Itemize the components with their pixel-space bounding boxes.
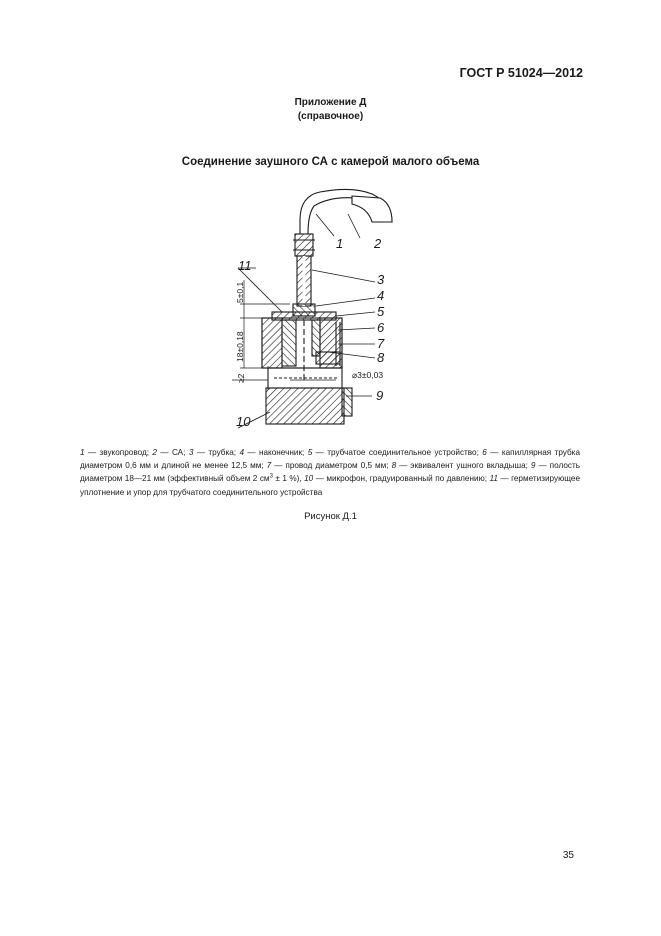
figure-caption: Рисунок Д.1: [304, 511, 357, 522]
dimension-5: 5±0,1: [235, 281, 245, 303]
coupler-body-left: [262, 318, 282, 368]
appendix-title: Приложение Д: [294, 97, 367, 108]
figure-title: Соединение заушного СА с камерой малого объема: [181, 156, 480, 168]
tube-connector: [295, 234, 313, 256]
dimension-diameter-3: ⌀3±0,03: [352, 370, 384, 380]
callout-8: 8: [377, 350, 385, 365]
callout-4: 4: [377, 288, 385, 303]
legend-item-3: 3 — трубка;: [188, 448, 240, 457]
callout-10: 10: [236, 414, 251, 429]
legend-item-6: 6 — капиллярная трубка диаметром 0,6 мм и длиной не менее 12,5 мм;: [80, 448, 580, 471]
callout-6: 6: [377, 320, 385, 335]
legend-item-4: 4 — наконечник;: [239, 448, 308, 457]
page-number: 35: [562, 850, 574, 861]
legend-item-1: 1 — звукопровод;: [80, 448, 153, 457]
callout-2: 2: [374, 236, 382, 251]
legend-item-9: 9 — полость диаметром 18—21 мм (эффективный объем 2 $см^3 \pm 1$ %),: [80, 461, 581, 484]
legend-item-11: 11 — герметизирующее уплотнение и упор для трубчатого соединительного устройства: [80, 474, 580, 497]
legend-item-8: 8 — эквивалент ушного вкладыша;: [391, 461, 531, 471]
legend-item-2: 2 — СА;: [152, 448, 189, 457]
legend-item-5: 5 — трубчатое соединительное устройство;: [307, 448, 483, 457]
dimension-18: 18±0,18: [235, 331, 245, 362]
ear-insert: [282, 320, 296, 366]
callout-9: 9: [376, 388, 384, 403]
dimension-ge2: ≥2: [236, 373, 246, 383]
legend-item-10: 10 — микрофон, градуированный по давлению;: [304, 474, 490, 484]
callout-7: 7: [377, 336, 385, 351]
microphone: [266, 388, 344, 424]
appendix-subtitle: (справочное): [297, 111, 364, 122]
figure-legend: [80, 446, 580, 499]
callout-11: 11: [238, 258, 252, 273]
hearing-aid-body: [352, 196, 392, 222]
callout-5: 5: [377, 304, 385, 319]
callout-3: 3: [377, 272, 385, 287]
legend-item-7: 7 — провод диаметром 0,5 мм;: [266, 461, 392, 471]
standard-number: ГОСТ Р 51024—2012: [459, 66, 583, 80]
callout-1: 1: [336, 236, 344, 251]
